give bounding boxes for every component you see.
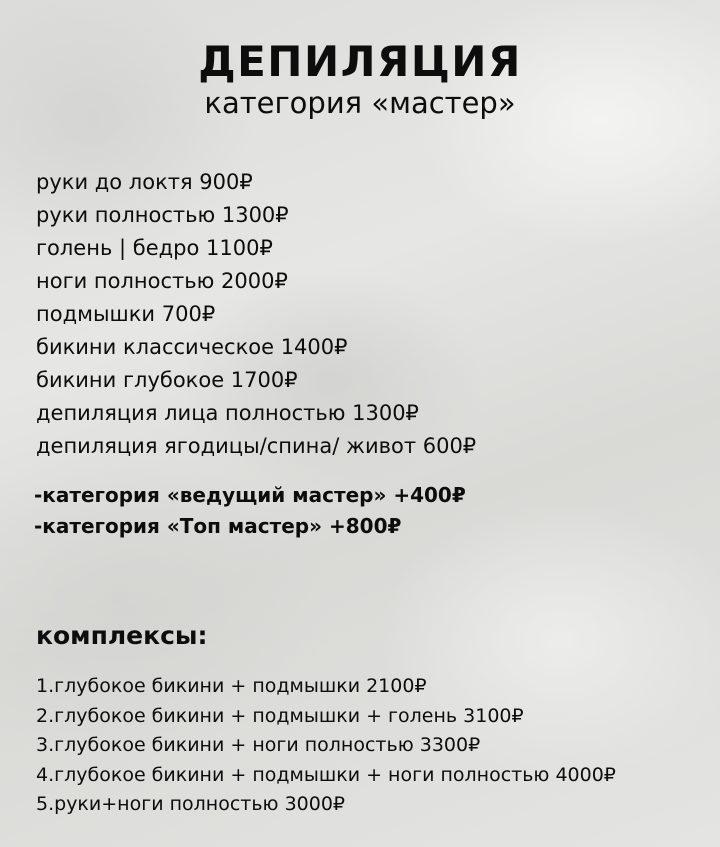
price-item: руки до локтя 900₽: [36, 170, 253, 194]
price-item: бикини классическое 1400₽: [36, 335, 348, 359]
complex-item: 3.глубокое бикини + ноги полностью 3300₽: [36, 734, 481, 756]
price-list: [36, 166, 476, 463]
price-item: ноги полностью 2000₽: [36, 269, 288, 293]
complex-item: 5.руки+ноги полностью 3000₽: [36, 793, 346, 815]
category-surcharge-list: [34, 480, 466, 542]
complex-item: 4.глубокое бикини + подмышки + ноги полностью 4000₽: [36, 763, 616, 786]
page-title: ДЕПИЛЯЦИЯ: [198, 37, 522, 86]
complex-item: 1.глубокое бикини + подмышки 2100₽: [36, 675, 427, 697]
category-surcharge-item: -категория «Топ мастер» +800₽: [34, 514, 402, 538]
price-item: депиляция ягодицы/спина/ живот 600₽: [36, 434, 477, 458]
price-item: бикини глубокое 1700₽: [36, 368, 298, 392]
complexes-list: [36, 672, 616, 820]
price-item: руки полностью 1300₽: [36, 203, 289, 227]
price-item: голень | бедро 1100₽: [36, 236, 273, 260]
complex-item: 2.глубокое бикини + подмышки + голень 3100₽: [36, 704, 524, 727]
price-item: подмышки 700₽: [36, 302, 216, 326]
category-surcharge-item: -категория «ведущий мастер» +400₽: [34, 483, 466, 507]
complexes-title: комплексы:: [36, 621, 208, 650]
page-subtitle: категория «мастер»: [204, 86, 516, 120]
price-item: депиляция лица полностью 1300₽: [36, 401, 419, 425]
